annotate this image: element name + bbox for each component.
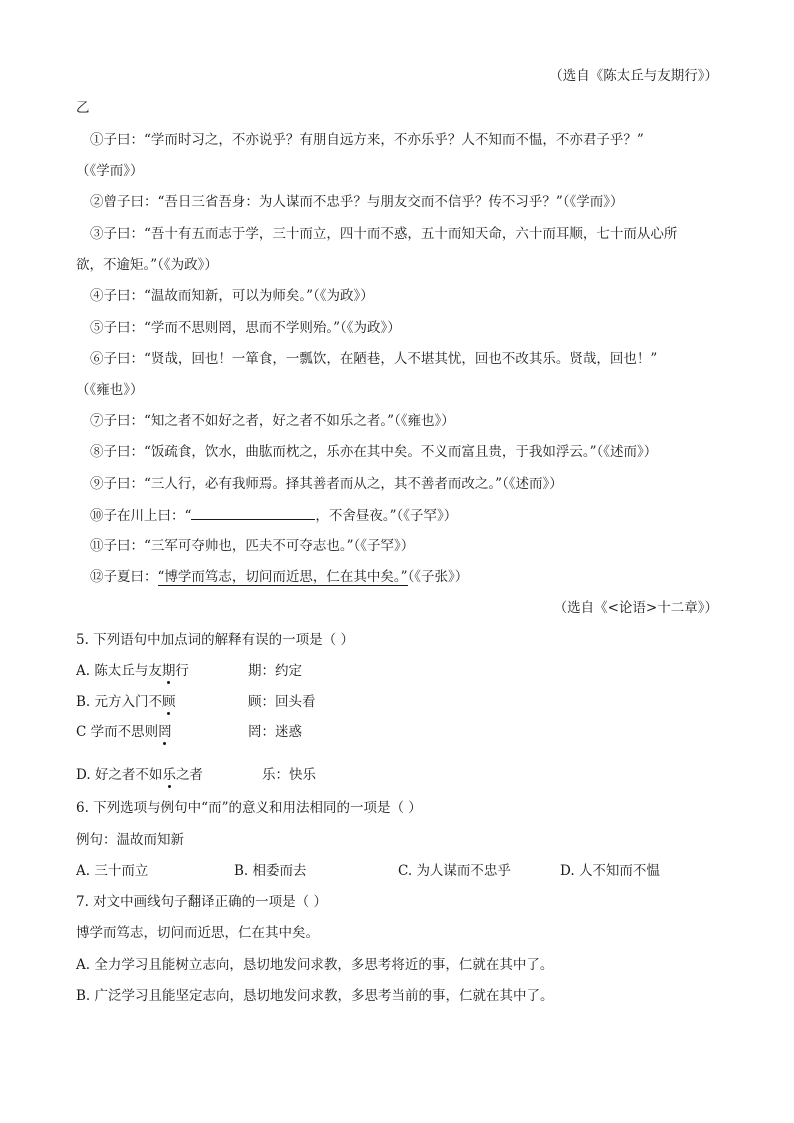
quote-text: 子曰：“学而时习之，不亦说乎？有朋自远方来，不亦乐乎？人不知而不愠，不亦君子乎？”: [103, 132, 644, 148]
quote-text-after-blank: ，不舍昼夜。”（《子罕》）: [315, 508, 458, 524]
option-letter: A.: [76, 863, 91, 879]
quote-source: （《子张》）: [407, 569, 469, 585]
q5-option-c-gloss: 罔：迷惑: [248, 724, 302, 740]
question-5-stem: 5. 下列语句中加点词的解释有误的一项是（ ）: [76, 632, 354, 648]
source-citation-bottom: （选自《<论语>十二章》）: [553, 600, 718, 616]
quote-text: 子夏曰：: [103, 569, 158, 585]
quote-text: 子曰：“学而不思则罔，思而不学则殆。”（《为政》）: [103, 320, 401, 336]
q6-option-d[interactable]: [560, 861, 660, 881]
underlined-sentence: “博学而笃志，切问而近思，仁在其中矣。”: [157, 569, 408, 585]
q5-option-b[interactable]: [76, 692, 176, 712]
option-text: 全力学习且能树立志向，恳切地发问求教，多思考将近的事，仁就在其中了。: [94, 957, 554, 973]
quote-text: 曾子曰：“吾日三省吾身：为人谋而不忠乎？与朋友交而不信乎？传不习乎？”（《学而》）: [103, 194, 624, 210]
q7-option-b[interactable]: [76, 986, 554, 1006]
option-letter: B.: [76, 694, 91, 710]
q5-option-d[interactable]: [76, 765, 203, 785]
q5-option-a-gloss: 期：约定: [248, 663, 302, 679]
q5-option-d-gloss: 乐：快乐: [262, 767, 316, 783]
option-letter: D.: [76, 767, 91, 783]
quote-number: ⑦: [90, 413, 104, 429]
quote-item: [90, 442, 657, 462]
option-text: 三十而立: [94, 863, 149, 879]
option-text-pre: 学而不思则: [90, 724, 159, 740]
q5-option-c[interactable]: [76, 722, 172, 742]
quote-source: （《雍也》）: [76, 382, 144, 398]
quote-number: ③: [90, 226, 104, 242]
quote-text: 子曰：“温故而知新，可以为师矣。”（《为政》）: [103, 288, 374, 304]
quote-item: [90, 349, 657, 369]
quote-number: ⑤: [90, 320, 104, 336]
option-letter: A.: [76, 663, 91, 679]
quote-continuation: 欲，不逾矩。”（《为政》）: [76, 257, 218, 273]
option-text-pre: 陈太丘与友: [94, 663, 162, 679]
quote-number: ⑫: [90, 569, 104, 585]
question-7-stem: 7. 对文中画线句子翻译正确的一项是（ ）: [76, 894, 327, 910]
quote-number: ⑥: [90, 351, 104, 367]
option-text: 广泛学习且能坚定志向，恳切地发问求教，多思考当前的事，仁就在其中了。: [94, 988, 554, 1004]
dotted-word: 期: [161, 663, 176, 679]
quote-item: [90, 474, 563, 494]
quote-number: ②: [90, 194, 104, 210]
fill-in-blank[interactable]: [191, 505, 315, 520]
option-letter: C: [76, 724, 87, 740]
quote-number: ⑧: [90, 444, 104, 460]
quote-number: ⑪: [90, 538, 104, 554]
quote-item: [90, 130, 644, 150]
option-letter: B.: [234, 863, 249, 879]
dotted-word: 罔: [158, 724, 172, 740]
quote-item: [90, 224, 677, 244]
option-text-post: 行: [175, 663, 189, 679]
quote-item: [90, 411, 455, 431]
question-6-stem: 6. 下列选项与例句中“而”的意义和用法相同的一项是（ ）: [76, 800, 422, 816]
quote-text: 子曰：“知之者不如好之者，好之者不如乐之者。”（《雍也》）: [103, 413, 455, 429]
option-letter: C.: [398, 863, 413, 879]
quote-item: [90, 286, 374, 306]
section-b-label: 乙: [76, 100, 90, 116]
source-citation-top: （选自《陈太丘与友期行》）: [549, 68, 718, 84]
quote-number: ④: [90, 288, 104, 304]
option-letter: B.: [76, 988, 91, 1004]
option-text: 人不知而不愠: [578, 863, 660, 879]
quote-item: [90, 192, 624, 212]
question-7-sentence: 博学而笃志，切问而近思，仁在其中矣。: [76, 925, 319, 941]
quote-item: [90, 536, 414, 556]
option-letter: A.: [76, 957, 91, 973]
q6-option-c[interactable]: [398, 861, 511, 881]
dotted-word: 乐: [162, 767, 176, 783]
quote-text: 子曰：“吾十有五而志于学，三十而立，四十而不惑，五十而知天命，六十而耳顺，七十而从心所: [103, 226, 678, 242]
q5-option-a[interactable]: [76, 661, 189, 681]
quote-item: [90, 318, 401, 338]
option-letter: D.: [560, 863, 575, 879]
quote-text-before-blank: 子在川上曰：“: [103, 508, 192, 524]
option-text-pre: 元方入门不: [94, 694, 163, 710]
option-text: 为人谋而不忠乎: [416, 863, 511, 879]
q6-option-a[interactable]: [76, 861, 148, 881]
quote-number: ⑨: [90, 476, 104, 492]
option-text-post: 之者: [175, 767, 203, 783]
q7-option-a[interactable]: [76, 955, 553, 975]
quote-text: 子曰：“饭疏食，饮水，曲肱而枕之，乐亦在其中矣。不义而富且贵，于我如浮云。”（《述而》）: [103, 444, 658, 460]
option-text-pre: 好之者不如: [94, 767, 163, 783]
q6-option-b[interactable]: [234, 861, 307, 881]
q5-option-b-gloss: 顾：回头看: [248, 694, 316, 710]
quote-text: 子曰：“贤哉，回也！一箪食，一瓢饮，在陋巷，人不堪其忧，回也不改其乐。贤哉，回也！”: [103, 351, 658, 367]
quote-text: 子曰：“三人行，必有我师焉。择其善者而从之，其不善者而改之。”（《述而》）: [103, 476, 563, 492]
quote-number: ①: [90, 132, 104, 148]
quote-item: [90, 505, 457, 526]
quote-item: [90, 567, 468, 587]
quote-text: 子曰：“三军可夺帅也，匹夫不可夺志也。”（《子罕》）: [103, 538, 415, 554]
dotted-word: 顾: [162, 694, 176, 710]
quote-number: ⑩: [90, 508, 104, 524]
option-text: 相委而去: [252, 863, 307, 879]
question-6-example: 例句：温故而知新: [76, 832, 184, 848]
quote-source: （《学而》）: [76, 163, 144, 179]
